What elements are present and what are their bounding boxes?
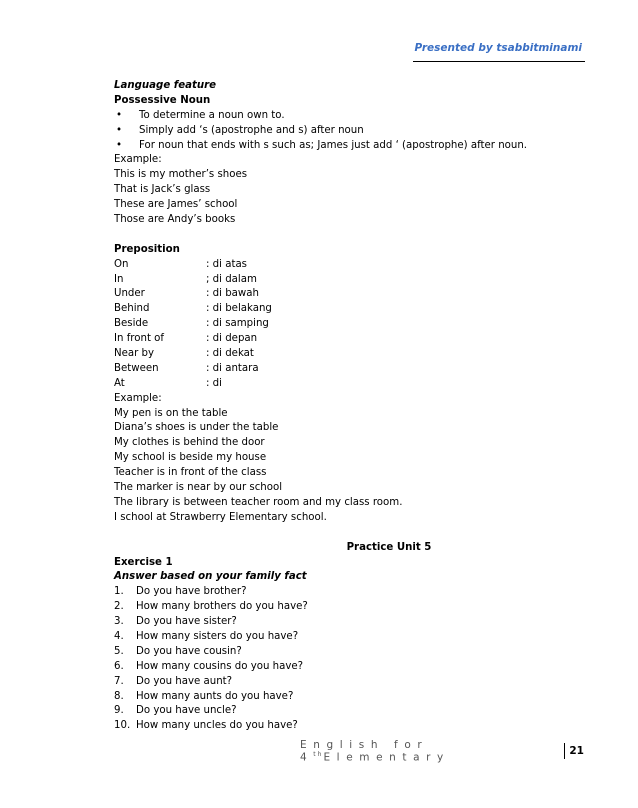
question-item	[114, 615, 584, 630]
spacer	[114, 228, 584, 243]
section-title-language-feature: Language feature	[114, 80, 217, 91]
question-text: Do you have sister?	[136, 616, 237, 628]
question-item	[114, 600, 584, 615]
preposition-row	[114, 332, 584, 347]
question-number: 7.	[114, 675, 124, 687]
bullet-item	[114, 139, 584, 154]
footer-book-title	[300, 739, 558, 764]
example-sentence: I school at Strawberry Elementary school.	[114, 511, 327, 523]
question-item	[114, 630, 584, 645]
question-item	[114, 675, 584, 690]
example-sentence: My school is beside my house	[114, 452, 267, 464]
presenter-credit: Presented by tsabbitminami	[414, 42, 582, 54]
preposition-meaning: : di bawah	[206, 288, 259, 300]
question-text: Do you have uncle?	[136, 705, 237, 717]
question-number: 9.	[114, 705, 124, 717]
bullet-item	[114, 109, 584, 124]
page-content	[114, 79, 584, 734]
section-title-preposition: Preposition	[114, 243, 180, 255]
preposition-word: Behind	[114, 303, 150, 315]
preposition-word: On	[114, 258, 129, 270]
preposition-word: At	[114, 377, 125, 389]
question-number: 1.	[114, 586, 124, 598]
preposition-row	[114, 377, 584, 392]
question-item	[114, 645, 584, 660]
preposition-word: In front of	[114, 333, 164, 345]
preposition-word: In	[114, 273, 124, 285]
preposition-meaning: : di samping	[206, 318, 269, 330]
preposition-row	[114, 273, 584, 288]
question-item	[114, 719, 584, 734]
section-subtitle-possessive-noun: Possessive Noun	[114, 94, 211, 106]
example-sentence: The marker is near by our school	[114, 482, 283, 494]
question-text: How many brothers do you have?	[136, 601, 308, 613]
footer-title-part: Elementary	[323, 751, 450, 764]
exercise-title: Exercise 1	[114, 556, 173, 568]
practice-title: Practice Unit 5	[346, 541, 432, 553]
bullet-dot-icon: •	[116, 124, 123, 136]
question-text: Do you have brother?	[136, 586, 247, 598]
preposition-meaning: : di belakang	[206, 303, 272, 315]
preposition-word: Between	[114, 362, 159, 374]
example-sentence: This is my mother’s shoes	[114, 169, 248, 181]
example-sentence: Diana’s shoes is under the table	[114, 422, 279, 434]
question-number: 5.	[114, 645, 124, 657]
question-number: 6.	[114, 660, 124, 672]
example-label: Example:	[114, 392, 162, 404]
question-number: 2.	[114, 601, 124, 613]
bullet-dot-icon: •	[116, 109, 123, 121]
preposition-meaning: : di dekat	[206, 348, 254, 360]
footer-superscript: th	[313, 750, 324, 758]
question-number: 8.	[114, 690, 124, 702]
question-text: How many sisters do you have?	[136, 630, 299, 642]
question-text: How many cousins do you have?	[136, 660, 304, 672]
question-item	[114, 704, 584, 719]
question-number: 3.	[114, 616, 124, 628]
example-sentence: My clothes is behind the door	[114, 437, 265, 449]
page-header	[114, 42, 582, 62]
preposition-meaning: : di depan	[206, 333, 258, 345]
bullet-text: For noun that ends with s such as; James just add ‘ (apostrophe) after noun.	[139, 139, 528, 151]
preposition-meaning: : di	[206, 377, 222, 389]
bullet-text: To determine a noun own to.	[139, 109, 285, 121]
bullet-text: Simply add ‘s (apostrophe and s) after noun	[139, 124, 364, 136]
question-item	[114, 690, 584, 705]
footer-title-part: English for 4	[300, 738, 429, 764]
example-sentence: These are James’ school	[114, 199, 238, 211]
preposition-row	[114, 347, 584, 362]
question-text: Do you have aunt?	[136, 675, 233, 687]
bullet-item	[114, 124, 584, 139]
preposition-row	[114, 287, 584, 302]
exercise-instruction: Answer based on your family fact	[114, 571, 307, 583]
footer-divider	[564, 743, 565, 759]
spacer	[114, 526, 584, 541]
question-text: How many aunts do you have?	[136, 690, 294, 702]
preposition-meaning: ; di dalam	[206, 273, 257, 285]
question-item	[114, 585, 584, 600]
preposition-word: Near by	[114, 348, 155, 360]
bullet-dot-icon: •	[116, 139, 123, 151]
page-number: 21	[569, 745, 584, 757]
preposition-meaning: : di atas	[206, 258, 247, 270]
preposition-row	[114, 317, 584, 332]
preposition-row	[114, 362, 584, 377]
question-number: 4.	[114, 630, 124, 642]
preposition-meaning: : di antara	[206, 362, 259, 374]
preposition-word: Beside	[114, 318, 149, 330]
example-sentence: The library is between teacher room and my class room.	[114, 496, 403, 508]
example-sentence: Teacher is in front of the class	[114, 467, 267, 479]
question-text: Do you have cousin?	[136, 645, 242, 657]
question-number: 10.	[114, 720, 131, 732]
question-item	[114, 660, 584, 675]
example-sentence: Those are Andy’s books	[114, 214, 236, 226]
example-sentence: My pen is on the table	[114, 407, 228, 419]
preposition-row	[114, 302, 584, 317]
preposition-word: Under	[114, 288, 145, 300]
example-label: Example:	[114, 154, 162, 166]
header-rule	[413, 61, 585, 62]
question-text: How many uncles do you have?	[136, 720, 298, 732]
page-footer	[300, 738, 584, 764]
example-sentence: That is Jack’s glass	[114, 184, 211, 196]
preposition-row	[114, 258, 584, 273]
